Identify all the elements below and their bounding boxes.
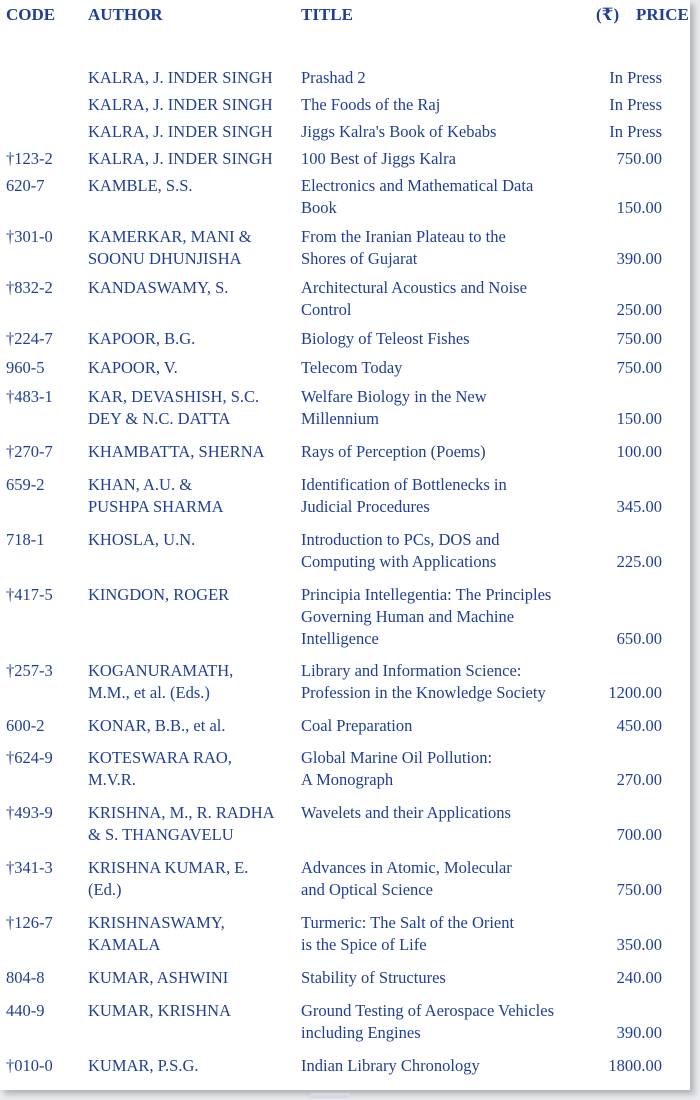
row-code: †832-2	[6, 278, 53, 297]
title-line: Coal Preparation	[301, 716, 413, 735]
title-line: A Monograph	[301, 770, 394, 789]
table-row	[0, 967, 690, 1000]
table-row	[0, 357, 690, 386]
author-line: KAMBLE, S.S.	[88, 176, 193, 195]
row-author	[88, 67, 298, 89]
row-price: 750.00	[616, 358, 662, 377]
author-line: KHOSLA, U.N.	[88, 530, 196, 549]
title-line: Welfare Biology in the New	[301, 387, 487, 406]
row-price: 1200.00	[608, 683, 662, 702]
title-line: From the Iranian Plateau to the	[301, 227, 506, 246]
header-author: AUTHOR	[88, 5, 163, 24]
row-title	[301, 1055, 591, 1077]
row-price: 350.00	[616, 935, 662, 954]
table-row	[0, 1055, 690, 1082]
author-line: M.V.R.	[88, 770, 136, 789]
row-code: 718-1	[6, 530, 45, 549]
row-title	[301, 67, 591, 89]
title-line: Architectural Acoustics and Noise	[301, 278, 527, 297]
row-author	[88, 175, 298, 197]
row-title	[301, 584, 591, 650]
row-price: 240.00	[616, 968, 662, 987]
title-line: is the Spice of Life	[301, 935, 427, 954]
row-title	[301, 529, 591, 573]
row-author	[88, 94, 298, 116]
table-row	[0, 175, 690, 226]
table-row	[0, 474, 690, 529]
author-line: DEY & N.C. DATTA	[88, 409, 231, 428]
row-code: †301-0	[6, 227, 53, 246]
row-price: 650.00	[616, 629, 662, 648]
table-row	[0, 715, 690, 747]
row-title	[301, 386, 591, 430]
title-line: Library and Information Science:	[301, 661, 522, 680]
table-row	[0, 529, 690, 584]
row-code: †123-2	[6, 149, 53, 168]
row-price: 225.00	[616, 552, 662, 571]
title-line: Rays of Perception (Poems)	[301, 442, 486, 461]
title-line: Advances in Atomic, Molecular	[301, 858, 512, 877]
row-title	[301, 121, 591, 143]
author-line: KAMALA	[88, 935, 161, 954]
row-title	[301, 1000, 591, 1044]
author-line: KUMAR, P.S.G.	[88, 1056, 199, 1075]
row-author	[88, 328, 298, 350]
row-author	[88, 802, 298, 846]
row-author	[88, 584, 298, 606]
row-code: †224-7	[6, 329, 53, 348]
row-price: 100.00	[616, 442, 662, 461]
row-author	[88, 226, 298, 270]
row-price: 270.00	[616, 770, 662, 789]
row-title	[301, 474, 591, 518]
title-line: Profession in the Knowledge Society	[301, 683, 546, 702]
row-author	[88, 148, 298, 170]
row-title	[301, 328, 591, 350]
author-line: KONAR, B.B., et al.	[88, 716, 226, 735]
table-row	[0, 747, 690, 802]
title-line: Biology of Teleost Fishes	[301, 329, 470, 348]
row-price: 700.00	[616, 825, 662, 844]
author-line: PUSHPA SHARMA	[88, 497, 224, 516]
row-title	[301, 747, 591, 791]
table-row	[0, 328, 690, 357]
row-title	[301, 226, 591, 270]
title-line: Telecom Today	[301, 358, 403, 377]
title-line: including Engines	[301, 1023, 421, 1042]
row-code: †483-1	[6, 387, 53, 406]
row-title	[301, 357, 591, 379]
row-author	[88, 386, 298, 430]
title-line: Indian Library Chronology	[301, 1056, 480, 1075]
row-author	[88, 857, 298, 901]
table-row	[0, 121, 690, 148]
author-line: SOONU DHUNJISHA	[88, 249, 242, 268]
author-line: KHAMBATTA, SHERNA	[88, 442, 265, 461]
row-author	[88, 747, 298, 791]
row-title	[301, 148, 591, 170]
author-line: KUMAR, KRISHNA	[88, 1001, 232, 1020]
row-price: 390.00	[616, 249, 662, 268]
row-code: †257-3	[6, 661, 53, 680]
row-price: 150.00	[616, 198, 662, 217]
table-row	[0, 1000, 690, 1055]
row-price: 390.00	[616, 1023, 662, 1042]
row-code: †270-7	[6, 442, 53, 461]
title-line: Principia Intellegentia: The Principles	[301, 585, 552, 604]
table-row	[0, 94, 690, 121]
row-title	[301, 802, 591, 824]
author-line: KRISHNA KUMAR, E.	[88, 858, 249, 877]
row-author	[88, 357, 298, 379]
author-line: KANDASWAMY, S.	[88, 278, 229, 297]
table-row	[0, 226, 690, 277]
title-line: Ground Testing of Aerospace Vehicles	[301, 1001, 555, 1020]
row-price: In Press	[609, 122, 662, 141]
author-line: KAMERKAR, MANI &	[88, 227, 252, 246]
row-author	[88, 121, 298, 143]
row-author	[88, 441, 298, 463]
title-line: Prashad 2	[301, 68, 366, 87]
row-title	[301, 94, 591, 116]
author-line: KHAN, A.U. &	[88, 475, 193, 494]
title-line: Judicial Procedures	[301, 497, 430, 516]
title-line: Stability of Structures	[301, 968, 446, 987]
row-code: †010-0	[6, 1056, 53, 1075]
title-line: 100 Best of Jiggs Kalra	[301, 149, 456, 168]
row-price: 250.00	[616, 300, 662, 319]
table-row	[0, 67, 690, 94]
author-line: & S. THANGAVELU	[88, 825, 234, 844]
table-row	[0, 584, 690, 660]
row-author	[88, 474, 298, 518]
title-line: Jiggs Kalra's Book of Kebabs	[301, 122, 497, 141]
row-price: In Press	[609, 95, 662, 114]
row-author	[88, 277, 298, 299]
catalog-table	[0, 67, 690, 1082]
row-price: 345.00	[616, 497, 662, 516]
row-code: 659-2	[6, 475, 45, 494]
row-author	[88, 715, 298, 737]
row-code: †493-9	[6, 803, 53, 822]
row-price: 150.00	[616, 409, 662, 428]
row-code: 620-7	[6, 176, 45, 195]
title-line: The Foods of the Raj	[301, 95, 441, 114]
row-price: 750.00	[616, 329, 662, 348]
row-title	[301, 277, 591, 321]
row-code: 804-8	[6, 968, 45, 987]
row-code: 600-2	[6, 716, 45, 735]
row-author	[88, 912, 298, 956]
table-row	[0, 660, 690, 715]
page-footer-mark	[310, 1093, 350, 1098]
author-line: KOGANURAMATH,	[88, 661, 234, 680]
row-title	[301, 660, 591, 704]
row-code: †341-3	[6, 858, 53, 877]
title-line: Millennium	[301, 409, 379, 428]
row-author	[88, 529, 298, 551]
row-author	[88, 967, 298, 989]
author-line: KRISHNA, M., R. RADHA	[88, 803, 275, 822]
header-title: TITLE	[301, 5, 353, 24]
row-title	[301, 715, 591, 737]
author-line: (Ed.)	[88, 880, 122, 899]
row-price: 750.00	[616, 880, 662, 899]
row-code: †126-7	[6, 913, 53, 932]
author-line: KAPOOR, B.G.	[88, 329, 196, 348]
row-title	[301, 441, 591, 463]
table-row	[0, 386, 690, 441]
title-line: Electronics and Mathematical Data	[301, 176, 534, 195]
row-author	[88, 1000, 298, 1022]
row-price: In Press	[609, 68, 662, 87]
title-line: Computing with Applications	[301, 552, 497, 571]
title-line: Book	[301, 198, 337, 217]
title-line: Turmeric: The Salt of the Orient	[301, 913, 515, 932]
title-line: Governing Human and Machine	[301, 607, 515, 626]
author-line: KUMAR, ASHWINI	[88, 968, 229, 987]
header-price-label: PRICE	[636, 5, 689, 24]
author-line: KALRA, J. INDER SINGH	[88, 95, 273, 114]
author-line: KALRA, J. INDER SINGH	[88, 122, 273, 141]
row-title	[301, 912, 591, 956]
author-line: KAPOOR, V.	[88, 358, 178, 377]
title-line: Control	[301, 300, 352, 319]
author-line: KOTESWARA RAO,	[88, 748, 232, 767]
row-code: 960-5	[6, 358, 45, 377]
author-line: KINGDON, ROGER	[88, 585, 230, 604]
row-code: 440-9	[6, 1001, 45, 1020]
row-title	[301, 857, 591, 901]
row-price: 1800.00	[608, 1056, 662, 1075]
table-row	[0, 912, 690, 967]
title-line: and Optical Science	[301, 880, 433, 899]
row-price: 750.00	[616, 149, 662, 168]
table-row	[0, 802, 690, 857]
table-row	[0, 148, 690, 175]
author-line: M.M., et al. (Eds.)	[88, 683, 210, 702]
row-code: †624-9	[6, 748, 53, 767]
row-title	[301, 967, 591, 989]
row-author	[88, 660, 298, 704]
title-line: Introduction to PCs, DOS and	[301, 530, 500, 549]
row-code: †417-5	[6, 585, 53, 604]
title-line: Intelligence	[301, 629, 379, 648]
title-line: Identification of Bottlenecks in	[301, 475, 507, 494]
author-line: KAR, DEVASHISH, S.C.	[88, 387, 260, 406]
title-line: Global Marine Oil Pollution:	[301, 748, 493, 767]
title-line: Wavelets and their Applications	[301, 803, 511, 822]
table-row	[0, 857, 690, 912]
author-line: KALRA, J. INDER SINGH	[88, 68, 273, 87]
table-row	[0, 441, 690, 474]
title-line: Shores of Gujarat	[301, 249, 418, 268]
row-author	[88, 1055, 298, 1077]
author-line: KRISHNASWAMY,	[88, 913, 225, 932]
author-line: KALRA, J. INDER SINGH	[88, 149, 273, 168]
header-price-currency: (₹)	[596, 5, 620, 24]
row-title	[301, 175, 591, 219]
row-price: 450.00	[616, 716, 662, 735]
table-row	[0, 277, 690, 328]
header-code: CODE	[6, 5, 56, 24]
